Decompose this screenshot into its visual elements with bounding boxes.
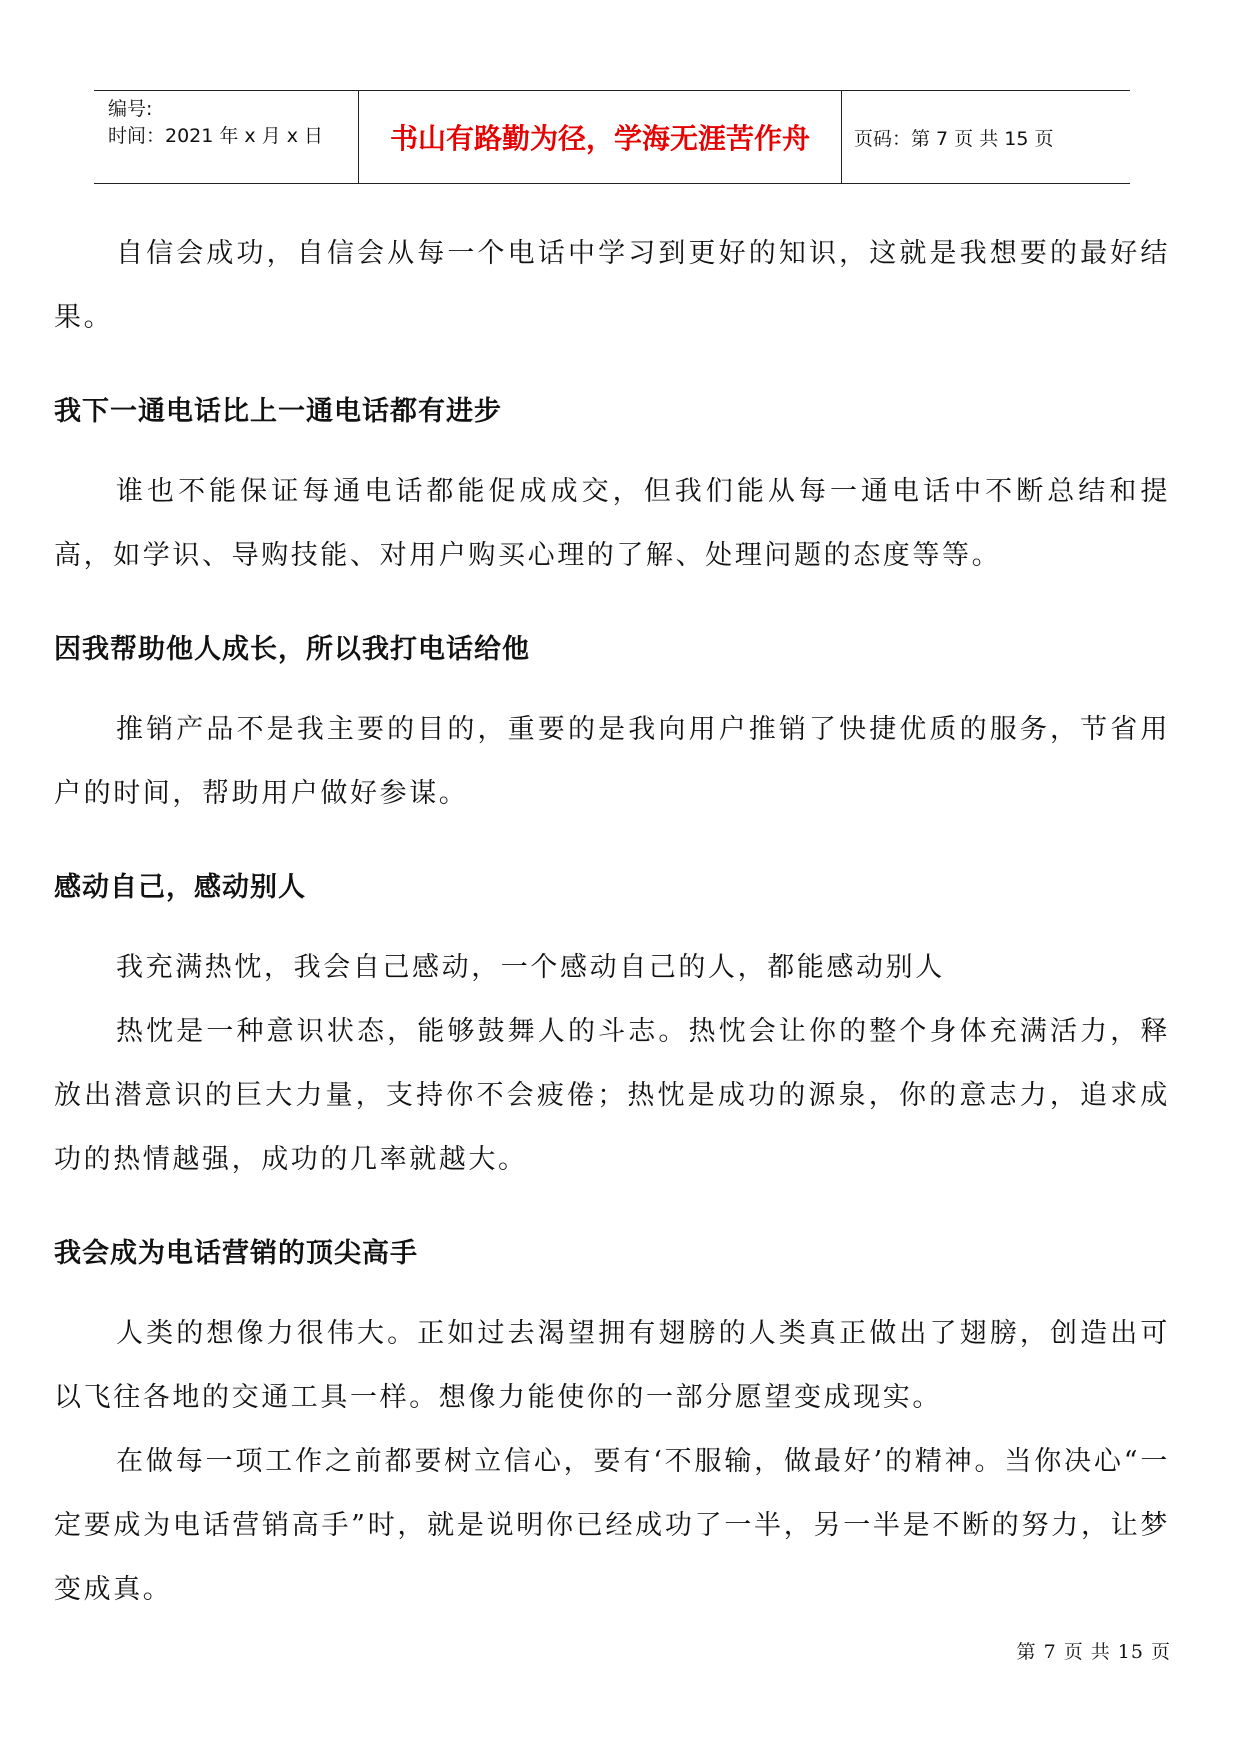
- section-heading: 我下一通电话比上一通电话都有进步: [54, 396, 502, 427]
- section-heading: 感动自己，感动别人: [54, 872, 306, 903]
- section-heading: 因我帮助他人成长，所以我打电话给他: [54, 634, 530, 665]
- section-heading: 我会成为电话营销的顶尖高手: [54, 1238, 418, 1269]
- paragraph: 谁也不能保证每通电话都能促成成交，但我们能从每一通电话中不断总结和提高，如学识、导购技能、对用户购买心理的了解、处理问题的态度等等。: [54, 476, 1170, 571]
- header-page-cell: [842, 91, 1130, 183]
- header-meta-cell: [94, 91, 358, 183]
- document-body: [54, 222, 1170, 1622]
- paragraph: 推销产品不是我主要的目的，重要的是我向用户推销了快捷优质的服务，节省用户的时间，帮助用户做好参谋。: [54, 714, 1170, 809]
- paragraph: 热忱是一种意识状态，能够鼓舞人的斗志。热忱会让你的整个身体充满活力，释放出潜意识的巨大力量，支持你不会疲倦；热忱是成功的源泉，你的意志力，追求成功的热情越强，成功的几率就越大。: [54, 1016, 1170, 1175]
- paragraph: 在做每一项工作之前都要树立信心，要有‘不服输，做最好’的精神。当你决心“一定要成为电话营销高手”时，就是说明你已经成功了一半，另一半是不断的努力，让梦变成真。: [54, 1446, 1170, 1605]
- motto-text: 书山有路勤为径，学海无涯苦作舟: [389, 122, 810, 155]
- time-label: 时间：2021 年 x 月 x 日: [108, 125, 324, 147]
- number-label: 编号:: [108, 98, 153, 120]
- header-page-info: 页码：第 7 页 共 15 页: [854, 127, 1054, 150]
- document-header: [94, 90, 1130, 184]
- page-footer: 第 7 页 共 15 页: [1016, 1641, 1171, 1663]
- paragraph: 人类的想像力很伟大。正如过去渴望拥有翅膀的人类真正做出了翅膀，创造出可以飞往各地的交通工具一样。想像力能使你的一部分愿望变成现实。: [54, 1318, 1170, 1413]
- header-motto-cell: [358, 91, 842, 183]
- paragraph: 我充满热忱，我会自己感动，一个感动自己的人，都能感动别人: [116, 952, 945, 983]
- paragraph: 自信会成功，自信会从每一个电话中学习到更好的知识，这就是我想要的最好结果。: [54, 238, 1170, 333]
